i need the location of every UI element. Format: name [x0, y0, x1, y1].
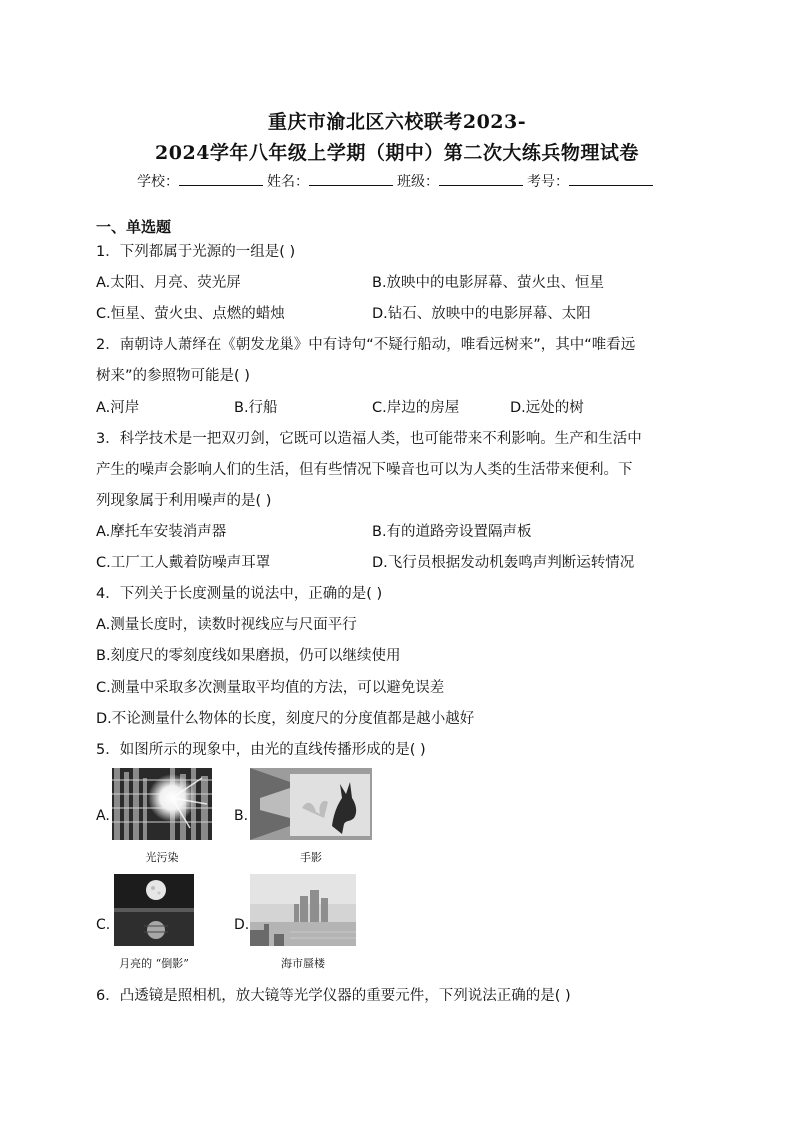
figure-b-label: B. — [234, 808, 249, 824]
name-blank[interactable] — [309, 173, 393, 186]
question-1-option-c: C.恒星、萤火虫、点燃的蜡烛 — [96, 306, 285, 322]
question-1-option-a: A.太阳、月亮、荧光屏 — [96, 275, 241, 291]
question-1-option-d: D.钻石、放映中的电影屏幕、太阳 — [372, 306, 591, 322]
school-label: 学校： — [137, 174, 179, 190]
student-info-row — [0, 171, 794, 191]
figure-a-caption: 光污染 — [145, 851, 179, 864]
figure-c-label: C. — [96, 917, 111, 933]
exam-number-blank[interactable] — [569, 173, 653, 186]
question-4-option-d: D.不论测量什么物体的长度，刻度尺的分度值都是越小越好 — [96, 711, 475, 727]
exam-number-label: 考号： — [527, 174, 569, 190]
question-3-option-d: D.飞行员根据发动机轰鸣声判断运转情况 — [372, 555, 635, 571]
class-blank[interactable] — [439, 173, 523, 186]
question-3-option-a: A.摩托车安装消声器 — [96, 524, 227, 540]
question-2-option-d: D.远处的树 — [510, 400, 584, 416]
question-2-option-a: A.河岸 — [96, 400, 140, 416]
figure-c-moon-reflection — [114, 874, 194, 946]
class-label: 班级： — [397, 174, 439, 190]
section-heading: 一、单选题 — [96, 218, 172, 236]
school-blank[interactable] — [179, 173, 263, 186]
question-3-stem-line2: 产生的噪声会影响人们的生活，但有些情况下噪音也可以为人类的生活带来便利。下 — [96, 462, 633, 478]
question-4-option-c: C.测量中采取多次测量取平均值的方法，可以避免误差 — [96, 680, 445, 696]
question-3-stem-line3: 列现象属于利用噪声的是( ) — [96, 493, 272, 509]
question-5-stem: 5．如图所示的现象中，由光的直线传播形成的是( ) — [96, 742, 426, 758]
figure-a-label: A. — [96, 808, 110, 824]
question-2-stem-line1: 2．南朝诗人萧绎在《朝发龙巢》中有诗句“不疑行船动，唯看远树来”，其中“唯看远 — [96, 337, 636, 353]
figure-b-hand-shadow — [250, 768, 372, 840]
figure-d-caption: 海市蜃楼 — [281, 957, 325, 970]
exam-title-line1: 重庆市渝北区六校联考2023- — [267, 111, 527, 133]
question-4-option-b: B.刻度尺的零刻度线如果磨损，仍可以继续使用 — [96, 648, 401, 664]
figure-c-caption: 月亮的 “倒影” — [119, 957, 189, 970]
question-6-stem: 6．凸透镜是照相机，放大镜等光学仪器的重要元件，下列说法正确的是( ) — [96, 988, 571, 1004]
figure-b-caption: 手影 — [300, 851, 322, 864]
exam-title-line2: 2024学年八年级上学期（期中）第二次大练兵物理试卷 — [155, 142, 639, 164]
question-2-option-b: B.行船 — [234, 400, 278, 416]
figure-a-light-pollution — [112, 768, 212, 840]
question-3-stem-line1: 3．科学技术是一把双刃剑，它既可以造福人类，也可能带来不利影响。生产和生活中 — [96, 431, 642, 447]
figure-d-mirage — [250, 874, 356, 946]
question-2-option-c: C.岸边的房屋 — [372, 400, 460, 416]
figure-d-label: D. — [234, 917, 250, 933]
question-3-option-b: B.有的道路旁设置隔声板 — [372, 524, 532, 540]
question-4-stem: 4．下列关于长度测量的说法中，正确的是( ) — [96, 586, 383, 602]
question-1-option-b: B.放映中的电影屏幕、萤火虫、恒星 — [372, 275, 605, 291]
name-label: 姓名： — [267, 174, 309, 190]
question-4-option-a: A.测量长度时，读数时视线应与尺面平行 — [96, 617, 357, 633]
question-2-stem-line2: 树来”的参照物可能是( ) — [96, 368, 250, 384]
question-3-option-c: C.工厂工人戴着防噪声耳罩 — [96, 555, 271, 571]
question-1-stem: 1．下列都属于光源的一组是( ) — [96, 244, 296, 260]
